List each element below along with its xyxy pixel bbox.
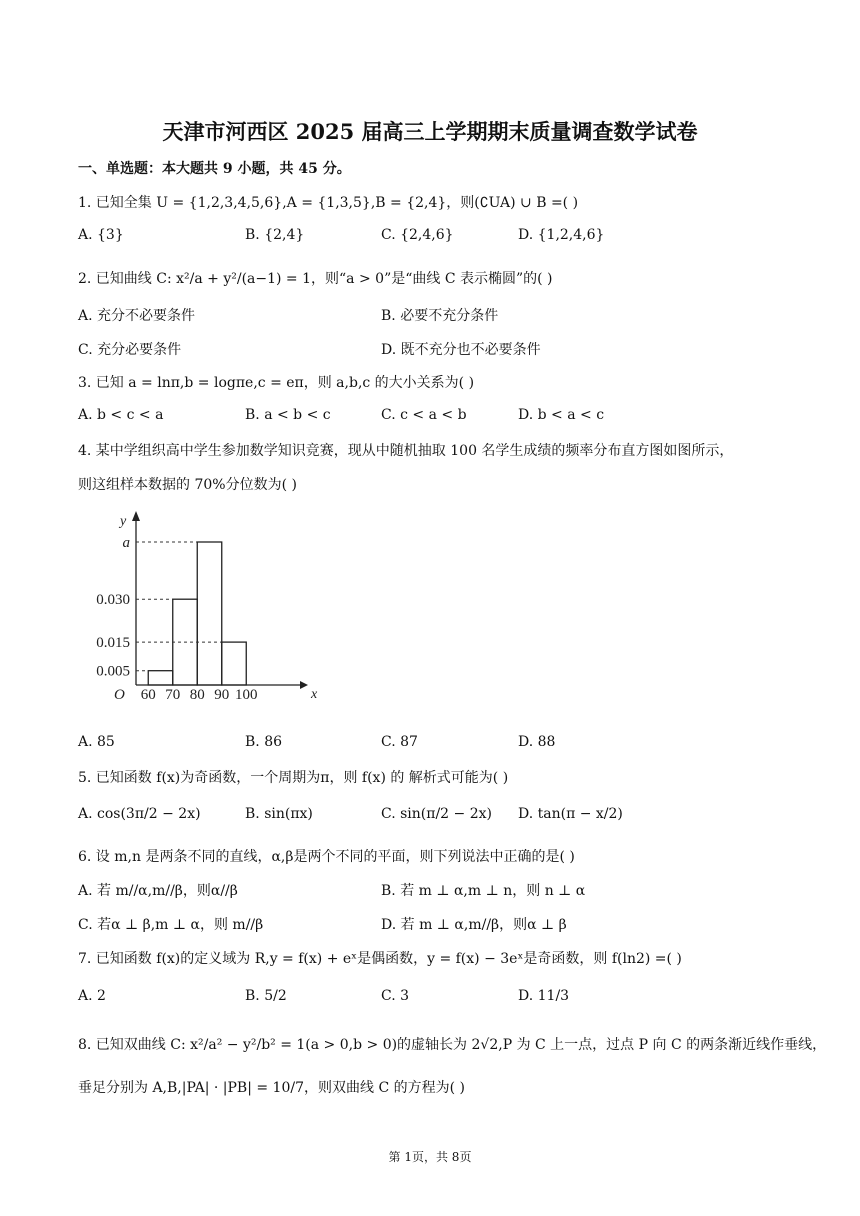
q1-option-d: D. {1,2,4,6} [518, 227, 605, 243]
histogram-bar [222, 642, 247, 685]
q5-option-c: C. sin(π/2 − 2x) [381, 806, 492, 822]
q7-option-a: A. 2 [78, 988, 106, 1004]
q5-option-b: B. sin(πx) [245, 806, 313, 822]
q4-option-a: A. 85 [78, 734, 115, 750]
y-axis-label: y [120, 514, 127, 529]
page-title: 天津市河西区 2025 届高三上学期期末质量调查数学试卷 [162, 119, 698, 144]
question-1-stem: 1. 已知全集 U = {1,2,3,4,5,6},A = {1,3,5},B = {2,4}，则(∁UA) ∪ B =( ) [78, 195, 579, 211]
q4-option-c: C. 87 [381, 734, 418, 750]
q6-option-b: B. 若 m ⊥ α,m ⊥ n，则 n ⊥ α [381, 883, 586, 899]
y-tick-label: a [122, 535, 130, 551]
q7-option-b: B. 5/2 [245, 988, 287, 1004]
q5-option-d: D. tan(π − x/2) [518, 806, 623, 822]
q1-option-b: B. {2,4} [245, 227, 305, 243]
q4-option-d: D. 88 [518, 734, 556, 750]
q5-option-a: A. cos(3π/2 − 2x) [78, 806, 201, 822]
q3-option-a: A. b < c < a [78, 407, 164, 423]
question-5-stem: 5. 已知函数 f(x)为奇函数，一个周期为π，则 f(x) 的 解析式可能为( ) [78, 770, 509, 786]
y-tick-label: 0.015 [96, 635, 130, 652]
q2-option-d: D. 既不充分也不必要条件 [381, 342, 541, 358]
section-heading: 一、单选题：本大题共 9 小题，共 45 分。 [78, 161, 351, 177]
q6-option-c: C. 若α ⊥ β,m ⊥ α，则 m//β [78, 917, 264, 933]
origin-label: O [114, 687, 125, 703]
q1-option-a: A. {3} [78, 227, 124, 243]
q1-option-c: C. {2,4,6} [381, 227, 454, 243]
x-tick-label: 100 [235, 687, 258, 703]
x-tick-label: 80 [189, 687, 205, 703]
q2-option-b: B. 必要不充分条件 [381, 308, 499, 324]
q6-option-a: A. 若 m//α,m//β，则α//β [78, 883, 238, 899]
q3-option-d: D. b < a < c [518, 407, 605, 423]
y-tick-label: 0.005 [96, 663, 130, 680]
q6-option-d: D. 若 m ⊥ α,m//β，则α ⊥ β [381, 917, 567, 933]
q2-option-c: C. 充分必要条件 [78, 342, 182, 358]
question-4-stem-line2: 则这组样本数据的 70%分位数为( ) [78, 477, 297, 493]
question-8-stem-line1: 8. 已知双曲线 C: x²/a² − y²/b² = 1(a > 0,b > 0)的虚轴长为 2√2,P 为 C 上一点，过点 P 向 C 的两条渐近线作垂线， [78, 1037, 827, 1053]
question-6-stem: 6. 设 m,n 是两条不同的直线，α,β是两个不同的平面，则下列说法中正确的是( ) [78, 849, 575, 865]
x-axis-label: x [311, 687, 318, 702]
q4-option-b: B. 86 [245, 734, 283, 750]
x-tick-label: 60 [140, 687, 156, 703]
question-7-stem: 7. 已知函数 f(x)的定义域为 R,y = f(x) + eˣ是偶函数，y = f(x) − 3eˣ是奇函数，则 f(ln2) =( ) [78, 951, 682, 967]
x-axis-arrow [300, 681, 308, 689]
histogram-bar [148, 671, 173, 685]
question-8-stem-line2: 垂足分别为 A,B,|PA| · |PB| = 10/7，则双曲线 C 的方程为( ) [78, 1080, 465, 1096]
question-2-stem: 2. 已知曲线 C: x²/a + y²/(a−1) = 1，则“a > 0”是“曲线 C 表示椭圆”的( ) [78, 271, 553, 287]
q2-option-a: A. 充分不必要条件 [78, 308, 196, 324]
x-tick-label: 70 [165, 687, 181, 703]
question-4-stem-line1: 4. 某中学组织高中学生参加数学知识竞赛，现从中随机抽取 100 名学生成绩的频率分布直方图如图所示， [78, 443, 734, 459]
y-axis-arrow [132, 511, 140, 521]
x-tick-label: 90 [214, 687, 230, 703]
q3-option-c: C. c < a < b [381, 407, 467, 423]
histogram-bar [197, 542, 222, 685]
y-tick-label: 0.030 [96, 592, 130, 609]
q7-option-d: D. 11/3 [518, 988, 570, 1004]
page-footer: 第 1页，共 8页 [388, 1150, 472, 1164]
q3-option-b: B. a < b < c [245, 407, 331, 423]
question-3-stem: 3. 已知 a = lnπ,b = logπe,c = eπ，则 a,b,c 的大小关系为( ) [78, 375, 475, 391]
frequency-histogram [78, 505, 338, 720]
q7-option-c: C. 3 [381, 988, 410, 1004]
